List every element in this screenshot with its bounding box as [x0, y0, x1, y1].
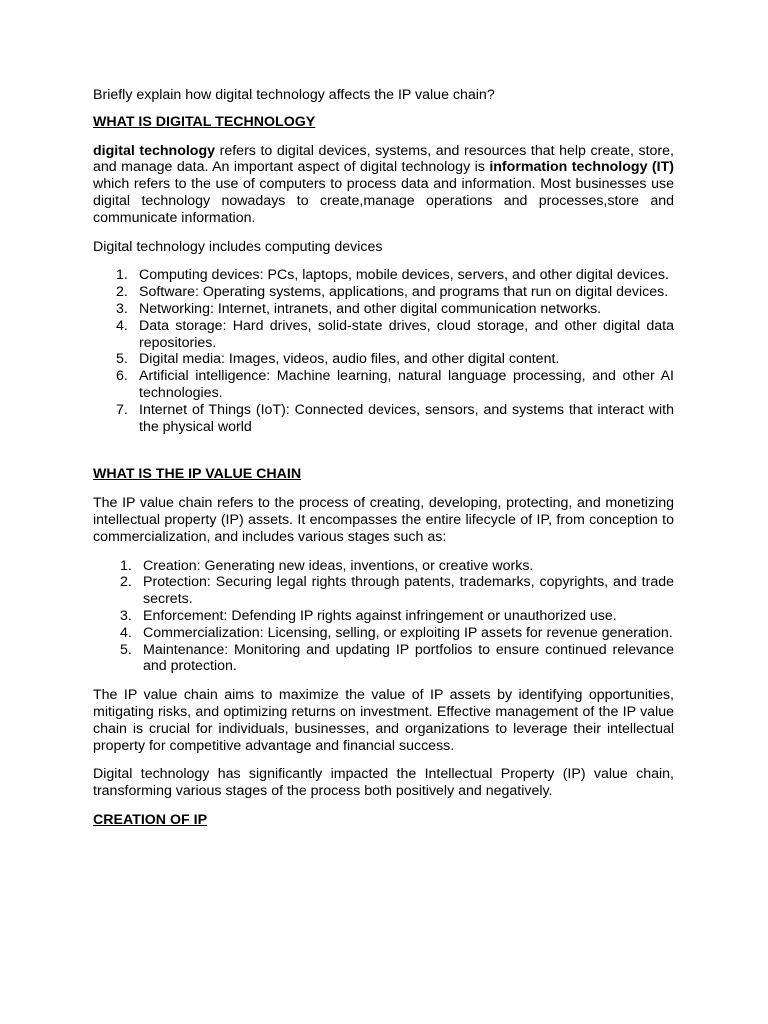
- list-number: 3.: [116, 300, 128, 317]
- heading-creation-of-ip: CREATION OF IP: [93, 811, 208, 828]
- list-item-text: Protection: Securing legal rights through patents, trademarks, copyrights, and trade secrets.: [143, 574, 674, 608]
- list-item: [93, 267, 674, 284]
- term-digital-technology: digital technology: [93, 142, 216, 159]
- definition-part-2: which refers to the use of computers to process data and information. Most businesses use digital technology nowadays to create,manage operations and processes,store and communicate information.: [93, 176, 674, 226]
- digital-technology-list: [93, 267, 674, 435]
- list-item-text: Data storage: Hard drives, solid-state drives, cloud storage, and other digital data repositories.: [139, 317, 674, 351]
- list-item-text: Computing devices: PCs, laptops, mobile devices, servers, and other digital devices.: [139, 267, 669, 284]
- list-item: [93, 368, 674, 402]
- digital-impact-text: Digital technology has significantly impacted the Intellectual Property (IP) value chain, transforming various stages of the process both positively and negatively.: [93, 766, 674, 800]
- spacer: [93, 435, 674, 466]
- list-item: [93, 351, 674, 368]
- list-item-text: Commercialization: Licensing, selling, or exploiting IP assets for revenue generation.: [143, 624, 673, 641]
- definition-part-1: refers to digital devices, systems, and resources that help create, store, and manage data. An important aspect of digital technology is: [93, 142, 674, 176]
- question-text: Briefly explain how digital technology affects the IP value chain?: [93, 87, 495, 103]
- list-item-text: Internet of Things (IoT): Connected devices, sensors, and systems that interact with the physical world: [139, 401, 674, 435]
- list-item-text: Artificial intelligence: Machine learning, natural language processing, and other AI technologies.: [139, 368, 674, 401]
- list-item: [93, 625, 674, 642]
- digital-technology-definition: [93, 143, 674, 227]
- list-number: 2.: [116, 284, 128, 301]
- list-item: [93, 284, 674, 301]
- list-number: 6.: [116, 368, 128, 385]
- includes-text: Digital technology includes computing devices: [93, 238, 383, 255]
- heading-digital-technology: WHAT IS DIGITAL TECHNOLOGY: [93, 113, 316, 130]
- list-number: 1.: [120, 557, 132, 574]
- list-item-text: Enforcement: Defending IP rights against infringement or unauthorized use.: [143, 607, 617, 624]
- term-information-technology: information technology (IT): [489, 159, 674, 176]
- list-item-text: Software: Operating systems, applications, and programs that run on digital devices.: [139, 284, 669, 301]
- list-number: 1.: [116, 267, 128, 284]
- list-number: 4.: [116, 317, 128, 334]
- list-item: [93, 608, 674, 625]
- heading-ip-value-chain: WHAT IS THE IP VALUE CHAIN: [93, 466, 302, 483]
- list-number: 7.: [116, 401, 128, 418]
- list-item: [93, 558, 674, 575]
- list-item: [93, 574, 674, 608]
- ip-value-chain-aim: The IP value chain aims to maximize the value of IP assets by identifying opportunities, mitigating risks, and optimizing returns on investment. Effective management of the IP value chain is crucial for individuals, businesses, and organizations to leverage their intellectual property for competitive advantage and financial success.: [93, 687, 674, 754]
- list-number: 5.: [120, 641, 132, 658]
- ip-value-chain-stages-list: [93, 558, 674, 676]
- list-number: 2.: [120, 574, 132, 591]
- list-item: [93, 642, 674, 676]
- ip-value-chain-intro: The IP value chain refers to the process of creating, developing, protecting, and monetizing intellectual property (IP) assets. It encompasses the entire lifecycle of IP, from conception to commercialization, and includes various stages such as:: [93, 495, 674, 545]
- list-number: 4.: [120, 624, 132, 641]
- document-page: [93, 87, 674, 829]
- list-number: 3.: [120, 607, 132, 624]
- list-item: [93, 402, 674, 436]
- list-item-text: Maintenance: Monitoring and updating IP portfolios to ensure continued relevance and protection.: [143, 641, 674, 675]
- list-item: [93, 318, 674, 352]
- list-item-text: Networking: Internet, intranets, and other digital communication networks.: [139, 300, 602, 317]
- list-number: 5.: [116, 351, 128, 368]
- list-item: [93, 301, 674, 318]
- list-item-text: Creation: Generating new ideas, inventions, or creative works.: [143, 557, 534, 574]
- list-item-text: Digital media: Images, videos, audio files, and other digital content.: [139, 351, 560, 368]
